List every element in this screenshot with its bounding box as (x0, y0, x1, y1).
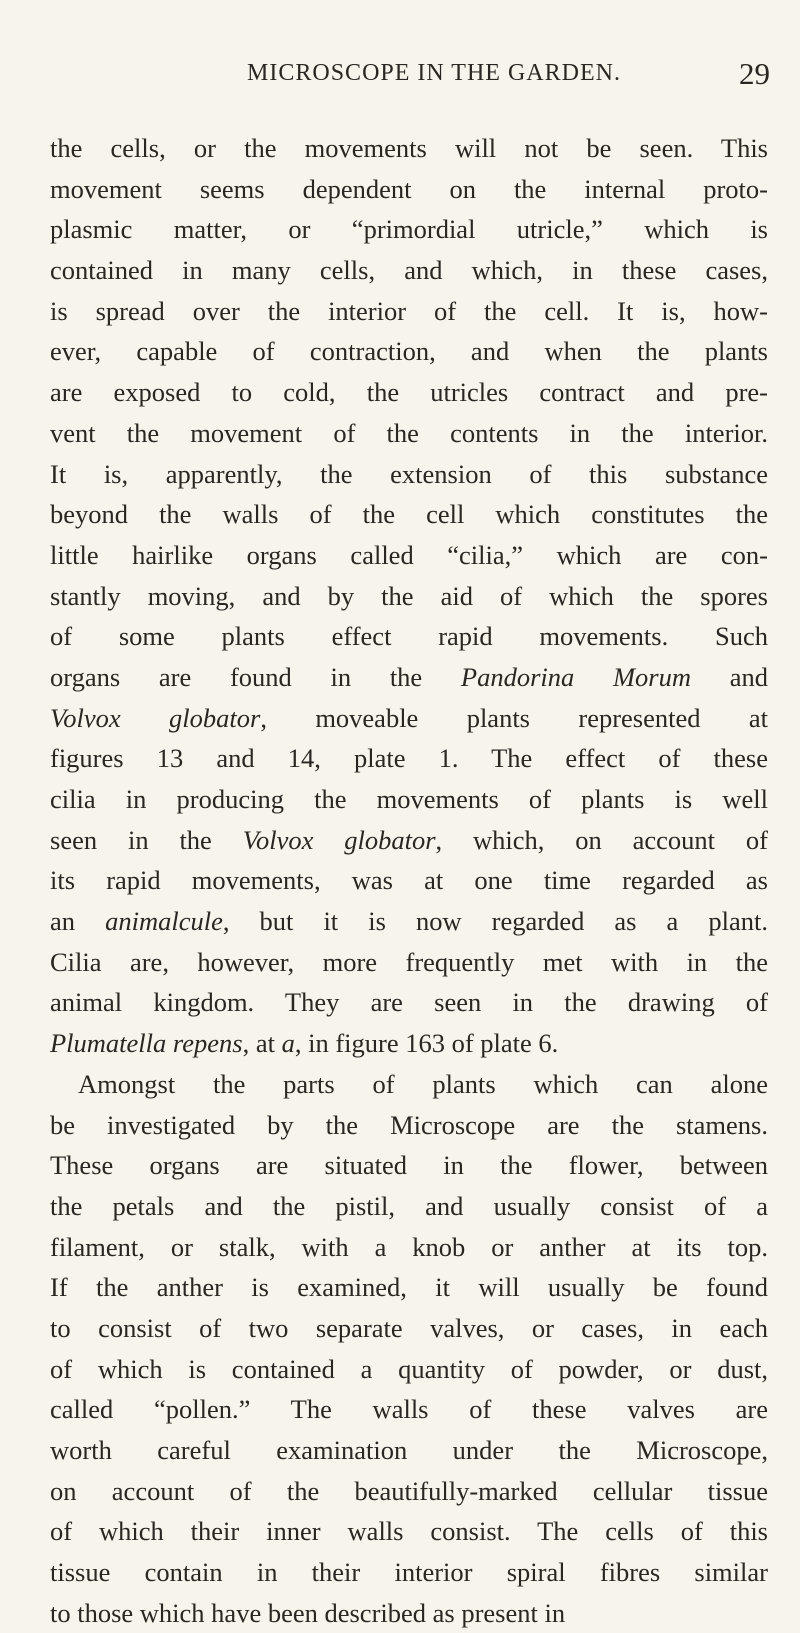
text-run: , moveable plants represented at (260, 702, 768, 733)
text-line: to consist of two separate valves, or cases, in each (50, 1312, 768, 1343)
text-line: on account of the beautifully-marked cellular tissue (50, 1475, 768, 1506)
text-line (50, 1023, 768, 1064)
text-line: Cilia are, however, more frequently met with in the (50, 946, 768, 977)
text-run: organs are found in the (50, 661, 461, 692)
text-line: worth careful examination under the Microscope, (50, 1435, 768, 1465)
text-line: tissue contain in their interior spiral fibres similar (50, 1557, 768, 1588)
text-line: of which is contained a quantity of powder, or dust, (50, 1353, 768, 1384)
text-line: the petals and the pistil, and usually consist of a (50, 1190, 768, 1221)
text-line: called “pollen.” The walls of these valves are (50, 1394, 768, 1425)
page-number: 29 (739, 56, 770, 91)
text-line: If the anther is examined, it will usually be found (50, 1272, 768, 1303)
text-line (50, 657, 768, 698)
running-head: MICROSCOPE IN THE GARDEN. (247, 60, 621, 86)
text-run: an (50, 906, 106, 937)
italic-term: Pandorina Morum (460, 661, 692, 692)
text-line: to those which have been described as present in (50, 1597, 566, 1628)
italic-term: Plumatella repens (50, 1028, 243, 1059)
text-line: are exposed to cold, the utricles contract and pre- (50, 377, 768, 408)
body-text (50, 128, 768, 1633)
text-run: , which, on account of (435, 824, 768, 855)
text-line: of which their inner walls consist. The cells of this (50, 1516, 768, 1547)
italic-term: animalcule (105, 906, 223, 937)
text-line: its rapid movements, was at one time regarded as (50, 865, 768, 896)
text-line: of some plants effect rapid movements. Such (50, 621, 768, 652)
text-run: , in figure 163 of plate 6. (294, 1028, 559, 1059)
text-line (50, 901, 768, 942)
text-line: Amongst the parts of plants which can alone (78, 1068, 768, 1099)
text-run: , but it is now regarded as a plant. (222, 906, 768, 937)
page-header (98, 56, 770, 100)
text-line: beyond the walls of the cell which constitutes the (50, 499, 768, 530)
italic-term: Volvox globator (242, 824, 436, 855)
text-line: It is, apparently, the extension of this substance (50, 458, 768, 489)
text-run: seen in the (50, 824, 243, 855)
text-line: cilia in producing the movements of plants is well (50, 784, 768, 814)
text-line: ever, capable of contraction, and when the plants (50, 336, 768, 367)
text-line: the cells, or the movements will not be seen. This (50, 133, 768, 163)
text-run: and (691, 661, 768, 692)
text-line (50, 698, 768, 739)
italic-term: Volvox globator (50, 702, 261, 733)
italic-term: a (281, 1028, 295, 1059)
text-line: figures 13 and 14, plate 1. The effect of these (50, 743, 768, 774)
text-run: , at (242, 1028, 282, 1059)
text-line: plasmic matter, or “primordial utricle,” which is (50, 214, 768, 245)
text-line: be investigated by the Microscope are the stamens. (50, 1109, 768, 1140)
text-line: These organs are situated in the flower, between (50, 1150, 768, 1181)
text-line: is spread over the interior of the cell. It is, how- (50, 295, 768, 326)
text-line: contained in many cells, and which, in these cases, (50, 255, 768, 286)
text-line: animal kingdom. They are seen in the drawing of (50, 987, 768, 1018)
text-line (50, 820, 768, 861)
text-line: stantly moving, and by the aid of which the spores (50, 580, 768, 611)
text-line: little hairlike organs called “cilia,” which are con- (50, 539, 768, 570)
text-line: vent the movement of the contents in the interior. (50, 417, 768, 448)
text-line: movement seems dependent on the internal proto- (50, 173, 768, 204)
text-line: filament, or stalk, with a knob or anther at its top. (50, 1231, 768, 1262)
